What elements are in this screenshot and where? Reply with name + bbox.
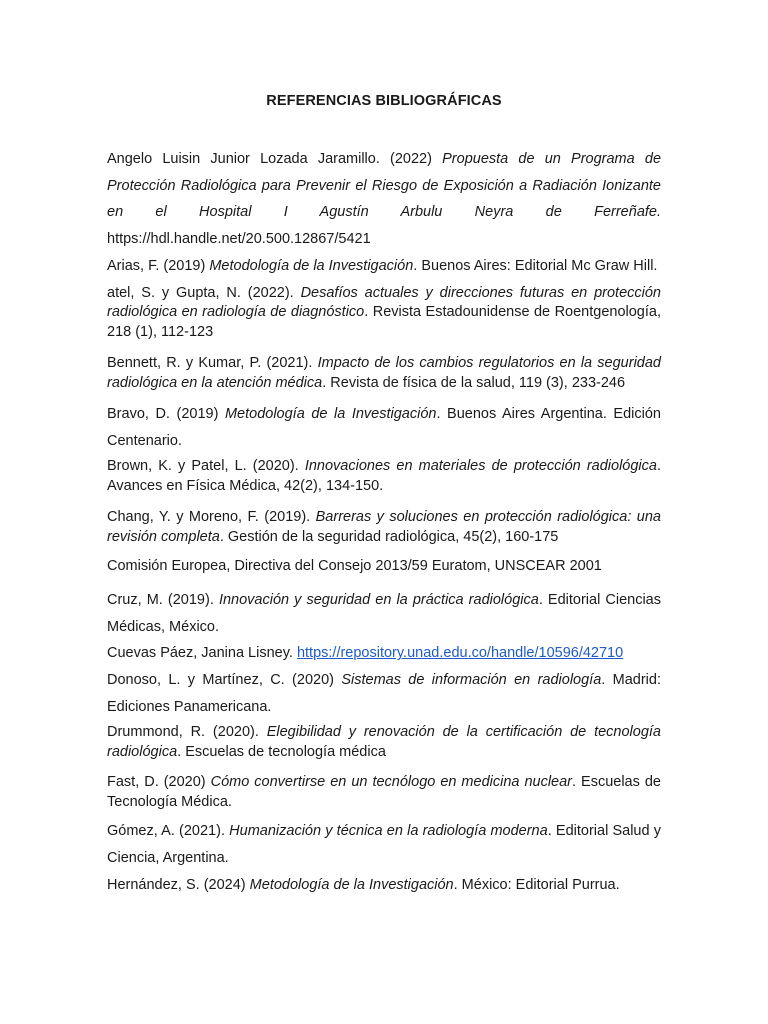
reference-title: Metodología de la Investigación <box>249 876 454 893</box>
reference-title: Barreras y soluciones en protección radiológica: una revisión completa <box>107 509 661 545</box>
reference-source: . Buenos Aires Argentina. Edición Centenario. <box>107 406 661 449</box>
reference-item <box>107 872 661 899</box>
reference-item <box>107 253 661 280</box>
reference-item <box>107 284 661 343</box>
reference-source: . Avances en Física Médica, 42(2), 134-150. <box>107 458 661 494</box>
reference-authors: Comisión Europea, Directiva del Consejo 2013/59 Euratom, UNSCEAR 2001 <box>107 558 602 575</box>
reference-authors: Arias, F. (2019) <box>107 257 210 274</box>
reference-item <box>107 818 661 871</box>
page-title: REFERENCIAS BIBLIOGRÁFICAS <box>266 93 502 109</box>
reference-authors: atel, S. y Gupta, N. (2022). <box>107 284 301 301</box>
reference-source: . Madrid: Ediciones Panamericana. <box>107 672 661 715</box>
reference-title: Sistemas de información en radiología <box>341 672 602 689</box>
reference-title: Innovaciones en materiales de protección radiológica <box>304 458 657 475</box>
reference-title: Desafíos actuales y direcciones futuras en protección radiológica en radiología de diagnóstico <box>107 284 661 321</box>
reference-title: Elegibilidad y renovación de la certificación de tecnología radiológica <box>107 724 661 760</box>
reference-item <box>107 146 661 253</box>
reference-item <box>107 667 661 720</box>
reference-authors: Hernández, S. (2024) <box>107 876 250 893</box>
reference-authors: Chang, Y. y Moreno, F. (2019). <box>107 509 316 526</box>
reference-item <box>107 557 661 577</box>
reference-authors: Angelo Luisin Junior Lozada Jaramillo. (2022) <box>107 151 443 167</box>
reference-source: . Editorial Salud y Ciencia, Argentina. <box>107 823 661 867</box>
reference-authors: Donoso, L. y Martínez, C. (2020) <box>107 672 342 689</box>
reference-title: Metodología de la Investigación <box>224 406 437 423</box>
reference-title: Innovación y seguridad en la práctica radiológica <box>218 591 539 608</box>
reference-source: . Revista de física de la salud, 119 (3), 233-246 <box>322 374 626 391</box>
reference-title: Propuesta de un Programa de Protección Radiológica para Prevenir el Riesgo de Exposición a Radiación Ionizante en el Hospital I Agustín Arbulu Neyra de Ferreñafe. <box>107 151 662 221</box>
reference-item <box>107 773 661 812</box>
reference-title: Metodología de la Investigación <box>209 257 414 274</box>
reference-item <box>107 457 661 496</box>
reference-item <box>107 508 661 547</box>
reference-source: . México: Editorial Purrua. <box>453 876 620 893</box>
reference-item <box>107 723 661 762</box>
reference-link[interactable]: https://repository.unad.edu.co/handle/10596/42710 <box>296 645 624 662</box>
reference-authors: Bennett, R. y Kumar, P. (2021). <box>107 355 318 372</box>
reference-title: Impacto de los cambios regulatorios en la seguridad radiológica en la atención médica <box>107 355 661 391</box>
reference-source: . Revista Estadounidense de Roentgenología, 218 (1), 112-123 <box>107 304 661 340</box>
reference-source: https://hdl.handle.net/20.500.12867/5421 <box>107 231 371 248</box>
reference-source: . Escuelas de Tecnología Médica. <box>107 774 661 810</box>
reference-title: Humanización y técnica en la radiología moderna <box>229 823 548 840</box>
reference-item <box>107 640 661 667</box>
reference-authors: Gómez, A. (2021). <box>107 823 230 840</box>
reference-authors: Fast, D. (2020) <box>107 774 211 791</box>
reference-list <box>107 146 661 899</box>
reference-authors: Brown, K. y Patel, L. (2020). <box>107 458 305 475</box>
reference-item <box>107 354 661 393</box>
reference-item <box>107 587 661 640</box>
reference-item <box>107 401 661 454</box>
reference-source: . Editorial Ciencias Médicas, México. <box>107 591 661 635</box>
reference-source: . Escuelas de tecnología médica <box>177 743 386 760</box>
reference-authors: Cruz, M. (2019). <box>107 591 219 608</box>
reference-authors: Bravo, D. (2019) <box>107 406 225 423</box>
reference-title: Cómo convertirse en un tecnólogo en medicina nuclear <box>210 774 573 791</box>
reference-authors: Cuevas Páez, Janina Lisney. <box>107 645 297 662</box>
reference-source: . Gestión de la seguridad radiológica, 45(2), 160-175 <box>219 528 559 545</box>
reference-source: . Buenos Aires: Editorial Mc Graw Hill. <box>413 257 658 274</box>
reference-authors: Drummond, R. (2020). <box>107 724 267 741</box>
